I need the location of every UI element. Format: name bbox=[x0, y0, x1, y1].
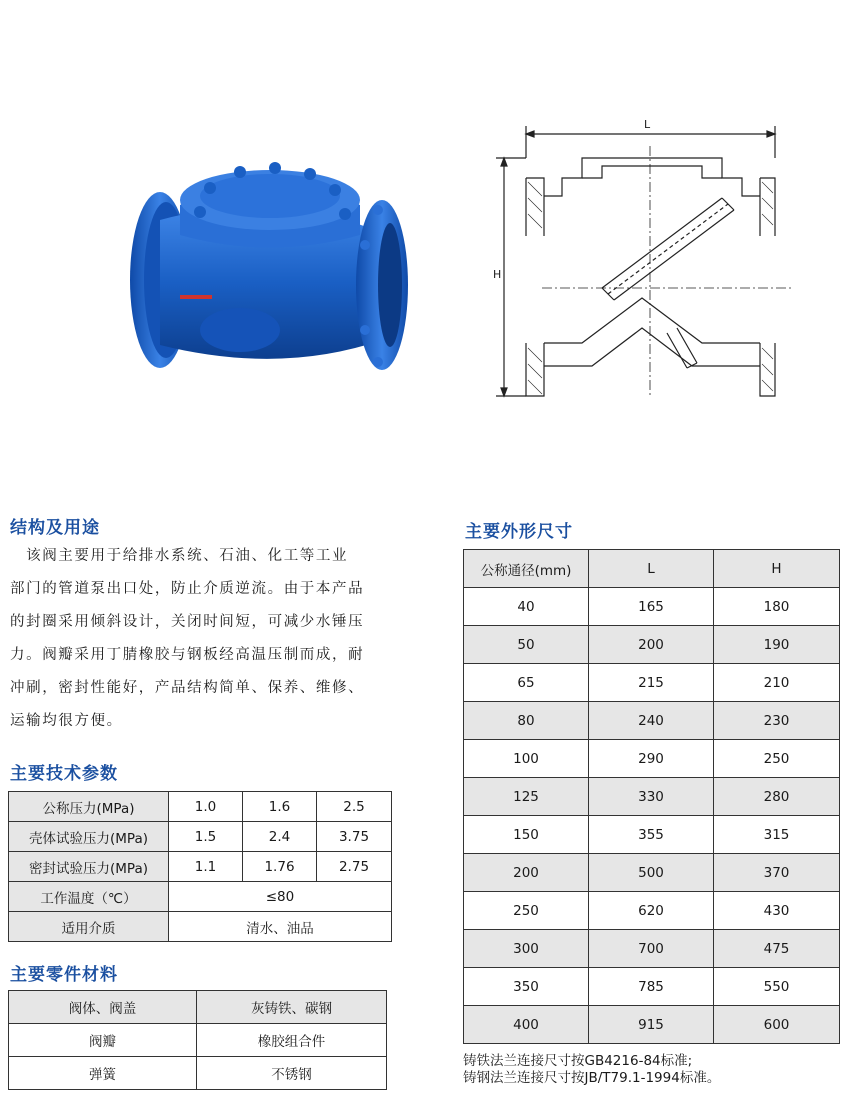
param-value: ≤80 bbox=[169, 882, 392, 912]
dimension-cell: 165 bbox=[589, 588, 714, 626]
dimension-cell: 330 bbox=[589, 778, 714, 816]
dimension-cell: 230 bbox=[714, 702, 840, 740]
part-name: 阀体、阀盖 bbox=[9, 991, 197, 1024]
description-line: 运输均很方便。 bbox=[10, 713, 123, 729]
param-value: 1.1 bbox=[169, 852, 243, 882]
param-label: 密封试验压力(MPa) bbox=[9, 852, 169, 882]
description-line: 该阀主要用于给排水系统、石油、化工等工业 bbox=[10, 548, 349, 564]
table-row bbox=[464, 968, 840, 1006]
dimension-cell: 200 bbox=[589, 626, 714, 664]
materials-heading: 主要零件材料 bbox=[10, 965, 118, 985]
table-row bbox=[9, 822, 392, 852]
dimension-cell: 315 bbox=[714, 816, 840, 854]
dimension-cell: 600 bbox=[714, 1006, 840, 1044]
param-label: 适用介质 bbox=[9, 912, 169, 942]
dimension-cell: 370 bbox=[714, 854, 840, 892]
param-label: 公称压力(MPa) bbox=[9, 792, 169, 822]
dimension-cell: 550 bbox=[714, 968, 840, 1006]
dimension-cell: 355 bbox=[589, 816, 714, 854]
dimension-cell: 200 bbox=[464, 854, 589, 892]
dimension-cell: 500 bbox=[589, 854, 714, 892]
table-row bbox=[464, 626, 840, 664]
dimension-cell: 180 bbox=[714, 588, 840, 626]
dimension-cell: 190 bbox=[714, 626, 840, 664]
dimension-cell: 210 bbox=[714, 664, 840, 702]
dimension-cell: 50 bbox=[464, 626, 589, 664]
table-row bbox=[464, 702, 840, 740]
dimension-cell: 150 bbox=[464, 816, 589, 854]
param-value: 1.5 bbox=[169, 822, 243, 852]
description-line: 部门的管道泵出口处，防止介质逆流。由于本产品 bbox=[10, 581, 365, 597]
table-row bbox=[9, 1057, 387, 1090]
dimension-cell: 915 bbox=[589, 1006, 714, 1044]
dimension-cell: 40 bbox=[464, 588, 589, 626]
param-value: 2.5 bbox=[317, 792, 392, 822]
description-line: 力。阀瓣采用丁腈橡胶与钢板经高温压制而成，耐 bbox=[10, 647, 365, 663]
param-value: 1.76 bbox=[243, 852, 317, 882]
table-row bbox=[464, 892, 840, 930]
table-row bbox=[464, 550, 840, 588]
column-header: 公称通径(mm) bbox=[464, 550, 589, 588]
valve-section-drawing bbox=[492, 118, 802, 403]
dimension-cell: 250 bbox=[714, 740, 840, 778]
param-value: 3.75 bbox=[317, 822, 392, 852]
dimension-cell: 100 bbox=[464, 740, 589, 778]
dimension-cell: 785 bbox=[589, 968, 714, 1006]
dimensions-heading: 主要外形尺寸 bbox=[465, 522, 573, 542]
part-material: 灰铸铁、碳钢 bbox=[197, 991, 387, 1024]
param-value: 1.0 bbox=[169, 792, 243, 822]
table-row bbox=[9, 792, 392, 822]
valve-product-photo bbox=[120, 150, 420, 395]
standard-note: 铸钢法兰连接尺寸按JB/T79.1-1994标准。 bbox=[463, 1070, 721, 1086]
param-value: 2.75 bbox=[317, 852, 392, 882]
param-value: 1.6 bbox=[243, 792, 317, 822]
table-row bbox=[464, 930, 840, 968]
dimension-cell: 250 bbox=[464, 892, 589, 930]
dimension-cell: 620 bbox=[589, 892, 714, 930]
dimension-cell: 350 bbox=[464, 968, 589, 1006]
dimension-cell: 280 bbox=[714, 778, 840, 816]
param-value: 清水、油品 bbox=[169, 912, 392, 942]
table-row bbox=[9, 912, 392, 942]
dimension-cell: 65 bbox=[464, 664, 589, 702]
dimension-cell: 400 bbox=[464, 1006, 589, 1044]
dimension-cell: 475 bbox=[714, 930, 840, 968]
param-label: 壳体试验压力(MPa) bbox=[9, 822, 169, 852]
column-header: L bbox=[589, 550, 714, 588]
materials-table bbox=[8, 990, 387, 1090]
param-label: 工作温度（℃） bbox=[9, 882, 169, 912]
dimension-label-l: L bbox=[644, 118, 651, 131]
dimension-label-h: H bbox=[493, 268, 502, 281]
dimension-cell: 430 bbox=[714, 892, 840, 930]
part-material: 不锈钢 bbox=[197, 1057, 387, 1090]
description-paragraph bbox=[10, 540, 385, 738]
table-row bbox=[464, 1006, 840, 1044]
table-row bbox=[464, 816, 840, 854]
dimension-cell: 215 bbox=[589, 664, 714, 702]
dimension-cell: 290 bbox=[589, 740, 714, 778]
part-material: 橡胶组合件 bbox=[197, 1024, 387, 1057]
column-header: H bbox=[714, 550, 840, 588]
part-name: 弹簧 bbox=[9, 1057, 197, 1090]
dimension-cell: 300 bbox=[464, 930, 589, 968]
tech-params-table bbox=[8, 791, 392, 942]
standard-note: 铸铁法兰连接尺寸按GB4216-84标准; bbox=[463, 1053, 693, 1069]
dimensions-table bbox=[463, 549, 840, 1044]
structure-heading: 结构及用途 bbox=[10, 518, 100, 538]
param-value: 2.4 bbox=[243, 822, 317, 852]
dimension-cell: 125 bbox=[464, 778, 589, 816]
description-line: 的封圈采用倾斜设计，关闭时间短，可减少水锤压 bbox=[10, 614, 365, 630]
dimension-cell: 80 bbox=[464, 702, 589, 740]
table-row bbox=[9, 852, 392, 882]
table-row bbox=[9, 882, 392, 912]
tech-params-heading: 主要技术参数 bbox=[10, 764, 118, 784]
part-name: 阀瓣 bbox=[9, 1024, 197, 1057]
dimension-cell: 240 bbox=[589, 702, 714, 740]
dimension-cell: 700 bbox=[589, 930, 714, 968]
table-row bbox=[464, 740, 840, 778]
table-row bbox=[464, 664, 840, 702]
table-row bbox=[9, 1024, 387, 1057]
table-row bbox=[464, 854, 840, 892]
table-row bbox=[9, 991, 387, 1024]
table-row bbox=[464, 588, 840, 626]
description-line: 冲刷，密封性能好，产品结构简单、保养、维修、 bbox=[10, 680, 365, 696]
table-row bbox=[464, 778, 840, 816]
